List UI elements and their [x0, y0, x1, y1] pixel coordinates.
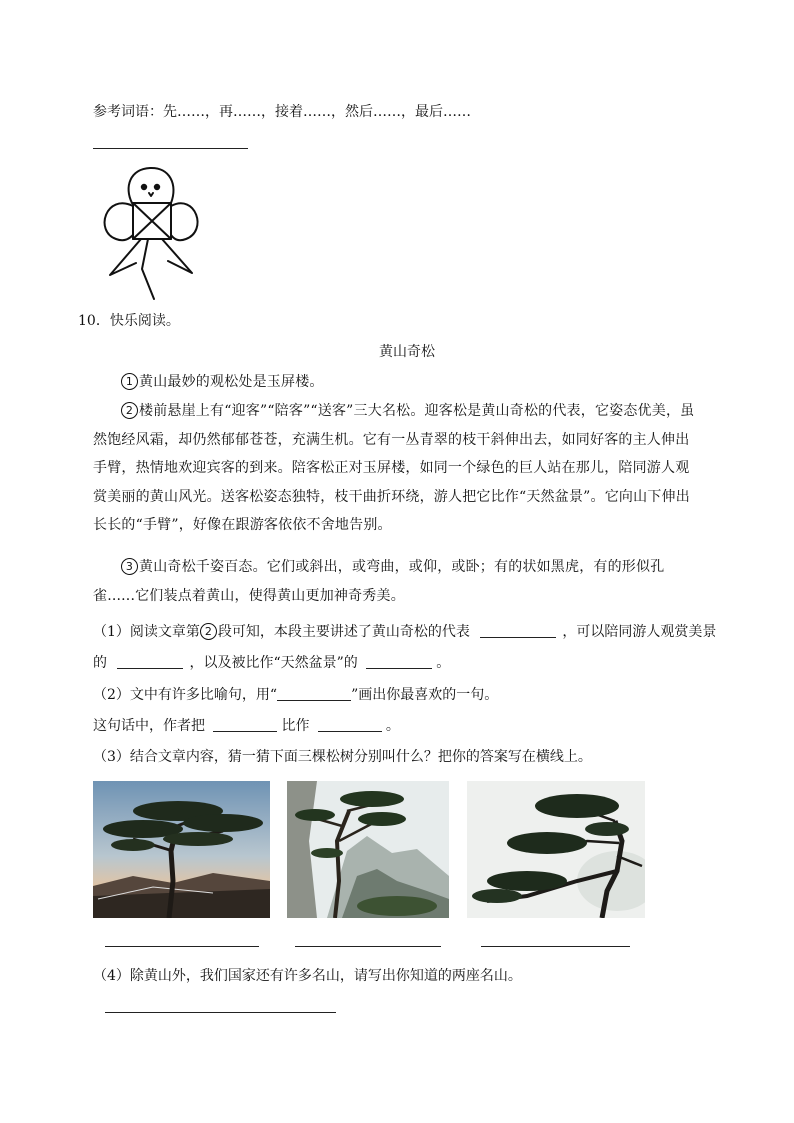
answer-line-pine-2[interactable] — [295, 946, 441, 947]
paragraph-marker: 3 — [121, 558, 138, 575]
paragraph-2: 2 楼前悬崖上有“迎客”“陪客”“送客”三大名松。迎客松是黄山奇松的代表，它姿态优美，虽然饱经风霜，却仍然郁郁苍苍，充满生机。它有一丛青翠的枝干斜伸出去，如同好客的主人伸出手臂，热情地欢迎宾客的到来。陪客松正对玉屏楼，如同一个绿色的巨人站在那儿，陪同游人观赏美丽的黄山风光。送客松姿态独特，枝干曲折环绕，游人把它比作“天然盆景”。它向山下伸出长长的“手臂”，好像在跟游客依依不舍地告别。 — [93, 403, 695, 533]
answer-line-pine-1[interactable] — [105, 946, 259, 947]
paragraph-marker: 2 — [121, 402, 138, 419]
underline-sample — [277, 686, 351, 701]
subquestion-2-line2: 这句话中，作者把 比作 。 — [93, 718, 400, 734]
answer-blank-farewell-pine[interactable] — [366, 654, 432, 669]
owl-drawing — [96, 163, 206, 303]
answer-blank-object[interactable] — [318, 717, 382, 732]
answer-line-pine-3[interactable] — [481, 946, 630, 947]
subquestion-1-line2: 的 ，以及被比作“天然盆景”的 。 — [93, 655, 451, 671]
answer-line-reference[interactable] — [93, 148, 248, 149]
paragraph-1: 1 黄山最妙的观松处是玉屏楼。 — [93, 368, 703, 397]
subquestion-2-line1: （2）文中有许多比喻句，用“ ”画出你最喜欢的一句。 — [93, 687, 499, 703]
answer-blank-welcome-pine[interactable] — [480, 623, 556, 638]
subquestion-1-line1: （1）阅读文章第 2 段可知，本段主要讲述了黄山奇松的代表 ，可以陪同游人观赏美景 — [93, 624, 717, 640]
paragraph-3: 3 黄山奇松千姿百态。它们或斜出，或弯曲，或仰，或卧；有的状如黑虎，有的形似孔雀......它们装点着黄山，使得黄山更加神奇秀美。 — [93, 559, 665, 604]
answer-blank-companion-pine[interactable] — [117, 654, 183, 669]
pine-photo-1 — [93, 781, 270, 918]
subquestion-3: （3）结合文章内容，猜一猜下面三棵松树分别叫什么？把你的答案写在横线上。 — [93, 749, 592, 765]
paragraph-marker: 1 — [121, 373, 138, 390]
subquestion-4: （4）除黄山外，我们国家还有许多名山，请写出你知道的两座名山。 — [93, 968, 522, 984]
answer-line-mountains[interactable] — [105, 1012, 336, 1013]
paragraph-marker: 2 — [200, 623, 217, 640]
question-number: 10．快乐阅读。 — [78, 313, 180, 329]
answer-blank-subject[interactable] — [213, 717, 277, 732]
pine-photo-3 — [467, 781, 645, 918]
pine-photo-2 — [287, 781, 449, 918]
passage-title: 黄山奇松 — [379, 344, 435, 360]
reference-words: 参考词语：先……，再……，接着……，然后……，最后…… — [93, 104, 471, 120]
